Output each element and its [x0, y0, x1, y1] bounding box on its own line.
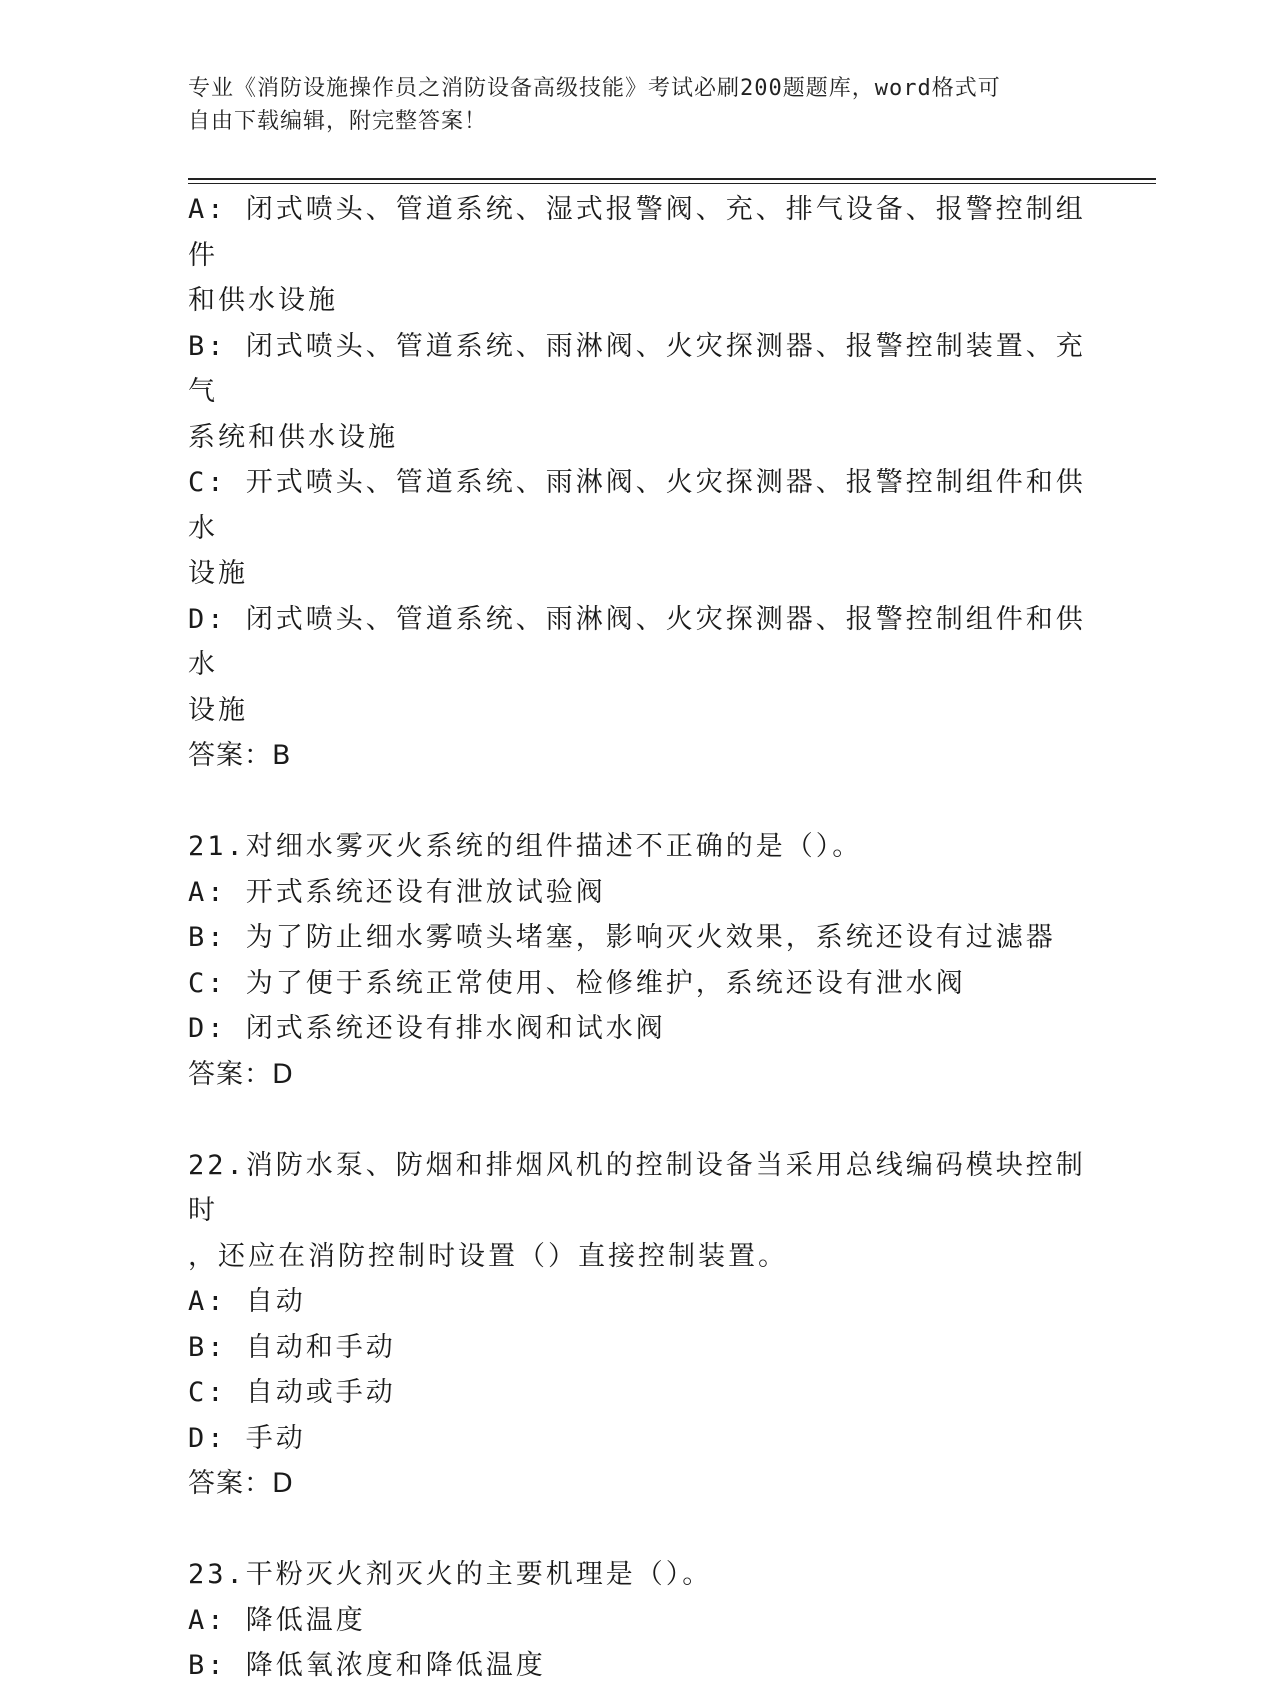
question-content	[188, 187, 1088, 1689]
header-line-1: 专业《消防设施操作员之消防设备高级技能》考试必刷200题题库，word格式可	[188, 76, 1001, 101]
spacer	[188, 1507, 1088, 1553]
question-21-block	[188, 824, 1088, 1097]
question-20-block	[188, 187, 1088, 779]
q21-option-b: B: 为了防止细水雾喷头堵塞，影响灭火效果，系统还设有过滤器	[188, 922, 1056, 953]
header-divider-thin	[188, 183, 1156, 184]
q22-option-b: B: 自动和手动	[188, 1331, 396, 1363]
q22-option-a: A: 自动	[188, 1286, 306, 1317]
q20-option-a: A: 闭式喷头、管道系统、湿式报警阀、充、排气设备、报警控制组件	[188, 194, 1086, 271]
q21-option-a: A: 开式系统还设有泄放试验阀	[188, 876, 606, 908]
q20-option-c: C: 开式喷头、管道系统、雨淋阀、火灾探测器、报警控制组件和供水	[188, 467, 1086, 544]
q22-question-cont: ，还应在消防控制时设置（）直接控制装置。	[188, 1240, 788, 1272]
q23-option-a: A: 降低温度	[188, 1604, 366, 1636]
question-23-block	[188, 1552, 1088, 1689]
spacer	[188, 779, 1088, 825]
q21-question: 21.对细水雾灭火系统的组件描述不正确的是（）。	[188, 831, 863, 862]
q20-option-c-cont: 设施	[188, 558, 248, 589]
header-divider-thick	[188, 178, 1156, 180]
spacer	[188, 1097, 1088, 1143]
q23-question: 23.干粉灭火剂灭火的主要机理是（）。	[188, 1559, 713, 1590]
q20-option-a-cont: 和供水设施	[188, 285, 338, 316]
q21-option-d: D: 闭式系统还设有排水阀和试水阀	[188, 1013, 666, 1044]
q20-option-d: D: 闭式喷头、管道系统、雨淋阀、火灾探测器、报警控制组件和供水	[188, 603, 1086, 680]
q20-option-b: B: 闭式喷头、管道系统、雨淋阀、火灾探测器、报警控制装置、充气	[188, 330, 1086, 407]
q20-option-d-cont: 设施	[188, 694, 248, 726]
q22-answer: 答案：D	[188, 1468, 294, 1499]
q22-option-c: C: 自动或手动	[188, 1377, 396, 1408]
q23-option-b: B: 降低氧浓度和降低温度	[188, 1650, 546, 1681]
q22-option-d: D: 手动	[188, 1422, 306, 1454]
q21-option-c: C: 为了便于系统正常使用、检修维护，系统还设有泄水阀	[188, 967, 966, 999]
question-22-block	[188, 1143, 1088, 1507]
q21-answer: 答案：D	[188, 1058, 294, 1090]
q20-option-b-cont: 系统和供水设施	[188, 421, 398, 453]
header-line-2: 自由下载编辑，附完整答案！	[188, 109, 488, 134]
document-header	[188, 72, 1068, 138]
q22-question: 22.消防水泵、防烟和排烟风机的控制设备当采用总线编码模块控制时	[188, 1149, 1086, 1226]
q20-answer: 答案：B	[188, 740, 292, 771]
